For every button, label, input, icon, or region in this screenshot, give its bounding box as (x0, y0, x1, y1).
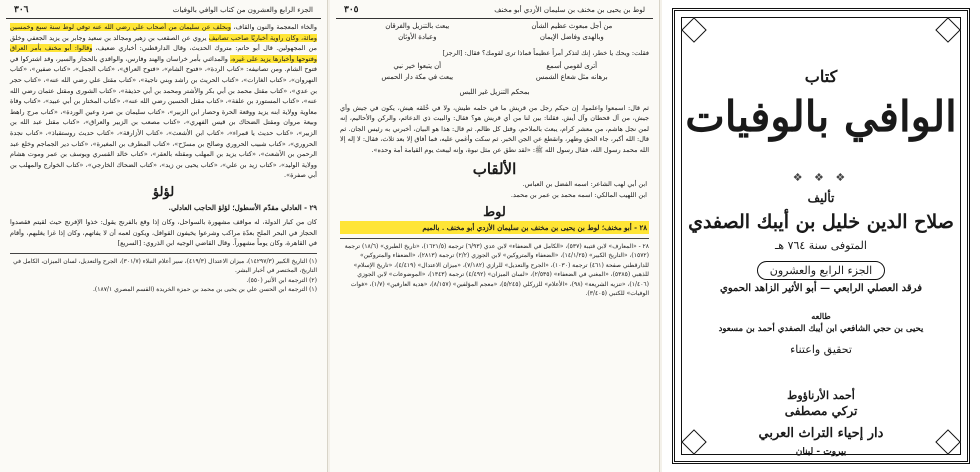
verse: يبعث في مكة دار الحمس (381, 72, 454, 81)
biography-title-highlighted: ٢٨ - أبو مخنف؛ لوط بن يحيى بن مخنف بن سليمان الأزدي أبو مخنف . بالميم (340, 221, 649, 234)
highlighted-text-2: وقالوا: أبو مخنف بأمر العراق وفتوحها وأخبارها يزيد على غيره، (10, 44, 317, 63)
intro-prose: فقلت: ويحك يا خطر، إنك لتذكر أمراً عظيماً فماذا ترى لقومك؟ فقال: [الرجز] (442, 49, 649, 57)
alqab-item: ابن اللهيب المالكي: اسمه محمد بن عمر بن محمد. (510, 190, 647, 199)
verse: وبالهدى وفاضل الإيمان (539, 33, 604, 41)
verse: أن يتبعوا خير نبي (393, 61, 442, 70)
prose-paragraph: ثم قال: اسمعوا واعلموا، إن حيكم رجل من قريش ما في حلمه طيش، ولا في خُلقه هيش، يكون في جيش وأي جيش، من آل قحطان وآل أيش. فقلنا: بين لنا من أي قريش هو؟ فقال: والبيت ذي الدعائم، والركن والأحاليم، إنه لمن نجل هاشم، من معشر كرام، يبعث بالملاحم، وقتل كل ظالم. ثم قال: هذا هو البيان، أخبرني به رئيس الجان. ثم قال: الله أكبر، جاء الحق وظهر، وانقطع عن الجن الخبر. ثم سكت وأغمي عليه، فما أفاق إلا بعد ثلاث، فقال: لا إله إلا الله محمد رسول الله، فقال رسول الله ﷺ: «لقد نطق عن مثل نبوة، وإنه ليبعث يوم القيامة أمة وحده». (340, 103, 649, 154)
alqab-heading: الألقاب (472, 159, 517, 178)
paragraph-text: والمدائني بأمر خراسان والهند وفارس، والواقدي بالحجاز والسير، وقد اشتركوا في فتوح الشام. ومن تصانيفه: «كتاب الردة»، «فتوح الشام»، «فتوح العراق»، «كتاب الجمل»، «كتاب صفين»، «كتاب النهروان»، «كتاب الغارات»، «كتاب الحريث بن راشد وبني ناجية»، «كتاب مقتل علي رضي الله عنه»، «كتاب حجر بن عدي»، «كتاب مقتل محمد بن أبي بكر والأشتر ومحمد بن أبي حذيفة»، «كتاب الشورى ومقتل عثمان رضي الله عنه»، «كتاب المستورد بن علفة»، «كتاب مقتل الحسين رضي الله عنه»، «كتاب المختار بن أبي عبيد»، «كتاب وفاة معاوية وولاية ابنه يزيد ووقعة الحرة وحصار ابن الزبير»، «كتاب سليمان بن صرد وعين الوردة»، «كتاب مرج راهط وبيعة مروان ومقتل الضحاك بن قيس الفهري»، «كتاب مصعب بن الزبير والعراق»، «كتاب مقتل عبد الله بن الزبير»، «كتاب حديث يا قمراء»، «كتاب ابن الأشعث»، «كتاب الأزارقة»، «كتاب حديث روستقباذ»، «كتاب نجدة الحروري»، «كتاب شبيب الحروري وصالح بن مسرّح»، «كتاب المطرف بن المغيرة»، «كتاب دير الجماجم وخلع عبد الرحمن بن الأشعث»، «كتاب يزيد بن المهلب ومقتله بالعقر»، «كتاب خالد القسري ويوسف بن عمر وموت هشام وولاية الوليد»، «كتاب زيد بن علي»، «كتاب يحيى بن زيد»، «كتاب الضحاك الخارجي»، «كتاب الخوارج والمهلب بن أبي صفرة». (10, 54, 317, 180)
authorship-label: تأليف (807, 191, 835, 205)
verse: يبعث بالتنزيل والفرقان (385, 22, 450, 30)
volume-editors: فرقد العصلي الرابعي — أبو الأثير الزاهد الحموي (720, 283, 922, 294)
paragraph-text: والخاء المعجمة والنون والقاف، (231, 23, 318, 31)
running-header (336, 0, 653, 19)
verse: أترى لقومي أسمع (546, 61, 598, 70)
footnote-divider (10, 253, 317, 254)
footnote: (١) الترجمة ابن الحسن علي بن يحيى بن محمد بن حمزة الخريدة (القسم المصري ١٨٧/١). (93, 286, 317, 294)
section-heading: لؤلؤ (152, 184, 175, 200)
footnote: (١) التاريخ الكبير (١٤٢٩٧/٣)، ميزان الاعتدال (٤١٩/٣)، سير أعلام النبلاء (٣٠١/٧)، الجرح والتعديل، لسان الميزان، الكامل في التاريخ، المختصر في أخبار البشر. (13, 257, 317, 275)
paragraph-text: يروي عن الصقعب بن زهير ومجالد بن سعيد وجابر بن يزيد الجعفي وخلق من المجهولين. قال أبو حاتم: متروك الحديث، وقال الدارقطني: أخباري ضعيف، (10, 33, 317, 53)
book-title: الوافي بالوفيات (685, 92, 957, 141)
editor-name: أحمد الأرناؤوط (787, 389, 855, 402)
main-paragraph (0, 19, 327, 181)
biography-text: كان من كبار الدولة، له مواقف مشهورة بالسواحل، وكان إذا وقع بالفرنج يقول: خذوا الإفرنج حيث لقيتم فقصدوا الحجاز في البحر الملح بعدّة مراكب وشرعوا يخيفون القوافل، ويكون لعمه أن لا يفاتهم، وكان إذا غزا يغلبهم، وأقام في القاهرة، وكان يوماً مشهوراً. وقال القاضي الوجيه ابن الذروي: [السريع] (10, 217, 317, 248)
volume-label (675, 261, 967, 280)
decorative-frame (672, 8, 970, 464)
book-label: كتاب (804, 67, 838, 86)
divider-ornament-icon: ❖ ❖ ❖ (792, 171, 850, 184)
verse: برهانه مثل شعاع الشمس (535, 72, 608, 81)
corner-ornament-icon (681, 17, 706, 42)
alqab-item: ابن أبي لهب الشاعر: اسمه الفضل بن العباس. (522, 179, 647, 188)
page-number: ٣٠٥ (344, 5, 359, 15)
poem-final-verse (330, 85, 659, 100)
reviewed-label: طالعه (811, 311, 831, 321)
editor-name: تركي مصطفى (784, 404, 858, 418)
section-heading: لوط (483, 204, 506, 220)
verse: بمحكم التنزيل غير اللبس (459, 87, 530, 96)
footnote-divider (340, 238, 649, 239)
highlighted-text: وبحلف عن سليمان من أصحاب علي رضي الله عنه توفي لوط سنة سبع وخمسين ومائة، وكان راوية أخباريًا صاحب تصانيف (10, 23, 317, 42)
verse: من أجل مبعوث عظيم الشأن (531, 22, 613, 30)
publisher: دار إحياء التراث العربي (758, 426, 884, 441)
page-number: ٣٠٦ (14, 5, 29, 15)
author-name: صلاح الدين خليل بن أيبك الصفدي (688, 211, 954, 233)
author-death-date: المتوفى سنة ٧٦٤ هـ (775, 239, 867, 252)
page-305 (330, 0, 660, 472)
title-page (662, 0, 980, 472)
footnotes: ٢٨ - «المعارف» لابن قتيبة (٥٣٧)، «الكامل في الضعفاء» لابن عدي (٦/٩٣) ترجمة (١٦٢١/٥)، «تاريخ الطبري» (١٨/٦) ترجمة (١٥٧٢)، «التاريخ الكبير» (١٤/١/٢٥)، «الضعفاء والمتروكين» لابن الجوزي (٢/٢) ترجمة (٢٨١٣)، «الضعفاء والمتروكين» للدارقطني صفحة (٤٦١) ترجمة (١٠٣٠)، «الجرح والتعديل» للرازي (٧/١٨٢)، «ميزان الاعتدال» (٤/٤١٩)، «تاريخ الإسلام» للذهبي (٥٣٨٥)، «المغني في الضعفاء» (٢/٥٣٥)، «لسان الميزان» (٤/٤٩٢) ترجمة (١٣٤٣)، «الموضوعات» لابن الجوزي (١/٤٠٦)، «تنزيه الشريعة» (٩٨)، «الأعلام» للزركلي (٥/٢٤٥)، «معجم المؤلفين» (٨/١٥٧)، «هدية العارفين» (١/٧)، «فوات الوفيات» للكتبي (٣/٤٠٥). (344, 242, 649, 298)
volume-number: الجزء الرابع والعشرون (757, 261, 886, 280)
publisher-city: بيروت - لبنان (795, 447, 847, 457)
reviewers: يحيى بن حجي الشافعي ابن أيبك الصفدي أحمد بن مسعود (718, 324, 924, 334)
footnotes (0, 257, 327, 295)
edition-label: تحقيق واعتناء (790, 343, 852, 356)
page-306 (0, 0, 328, 472)
header-title: الجزء الرابع والعشرون من كتاب الوافي بالوفيات (172, 6, 313, 14)
running-header (6, 0, 321, 19)
header-title: لوط بن يحيى بن مخنف بن سليمان الأزدي أبو مخنف (494, 6, 645, 14)
verse: وعبادة الأوثان (398, 33, 437, 41)
alqab-list (330, 179, 659, 201)
corner-ornament-icon (935, 17, 960, 42)
footnote: (٢) الترجمة ابن الأثير (٥٥٠). (246, 276, 317, 284)
poem-verses (330, 19, 659, 45)
biography-title: ٢٩ - العادلي مقدّم الأسطول؛ لؤلؤ الحاجب العادلي. (168, 202, 317, 212)
poem-verses-2 (330, 59, 659, 85)
